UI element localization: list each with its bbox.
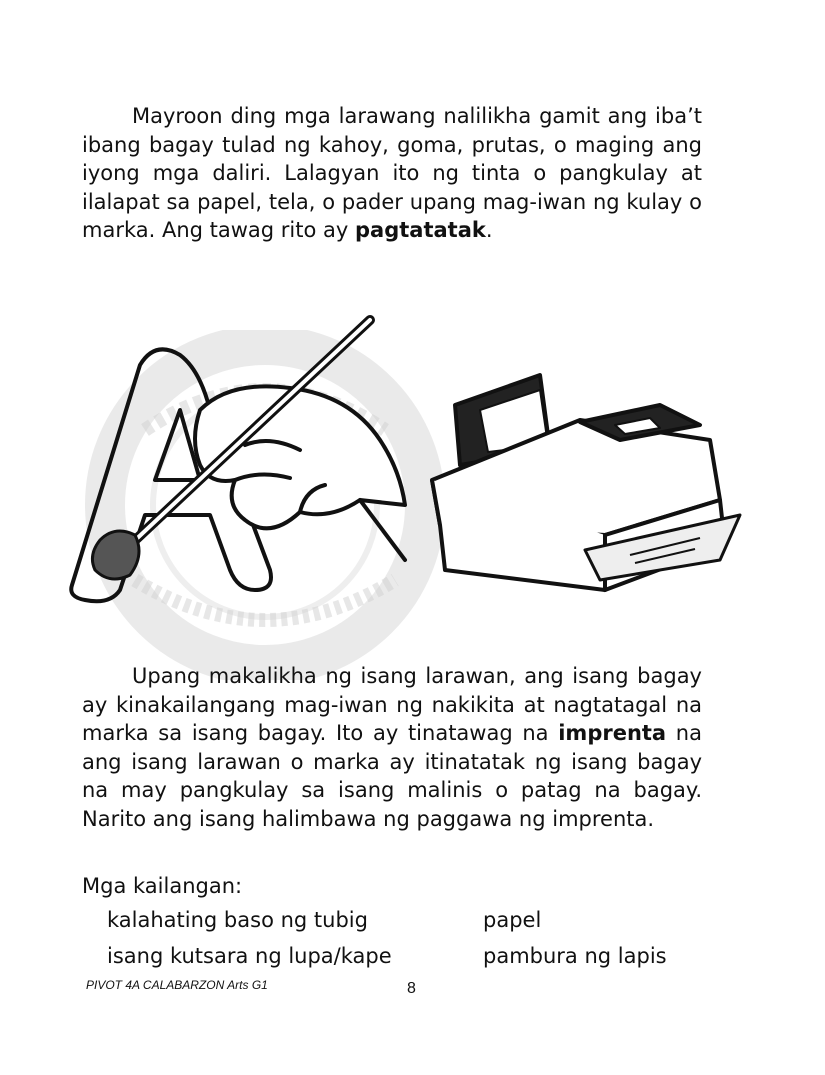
paragraph-1-end: . <box>485 218 493 242</box>
page-number: 8 <box>407 980 416 997</box>
footer-source: PIVOT 4A CALABARZON Arts G1 <box>86 978 268 992</box>
material-item: kalahating baso ng tubig <box>107 908 368 932</box>
material-item: pambura ng lapis <box>483 944 667 968</box>
materials-list-right <box>483 902 667 974</box>
printer <box>432 375 740 590</box>
hand-drawing <box>195 386 405 560</box>
paragraph-imprenta <box>82 662 702 833</box>
material-item: papel <box>483 908 542 932</box>
paragraph-2-text: Upang makalikha ng isang larawan, ang isang bagay ay kinakailangang mag-iwan ng nakikita at nagtatagal na marka sa isang bagay. Ito ay tinatawag na <box>82 664 702 745</box>
material-item: isang kutsara ng lupa/kape <box>107 944 392 968</box>
paragraph-pagtatatak <box>82 102 702 245</box>
illustrations <box>60 300 760 680</box>
paragraph-1-text: Mayroon ding mga larawang nalilikha gamit ang iba’t ibang bagay tulad ng kahoy, goma, prutas, o maging ang iyong mga daliri. Lalagyan ito ng tinta o pangkulay at ilalapat sa papel, tela, o pader upang mag-iwan ng kulay o marka. Ang tawag rito ay <box>82 104 702 242</box>
term-pagtatatak: pagtatatak <box>355 218 486 242</box>
paragraph-2-end: na ang isang larawan o marka ay itinatatak ng isang bagay na may pangkulay sa isang malinis o patag na bagay. Narito ang isang halimbawa ng paggawa ng imprenta. <box>82 721 702 831</box>
materials-list-left <box>107 902 392 974</box>
term-imprenta: imprenta <box>558 721 667 745</box>
materials-label: Mga kailangan: <box>82 874 243 898</box>
